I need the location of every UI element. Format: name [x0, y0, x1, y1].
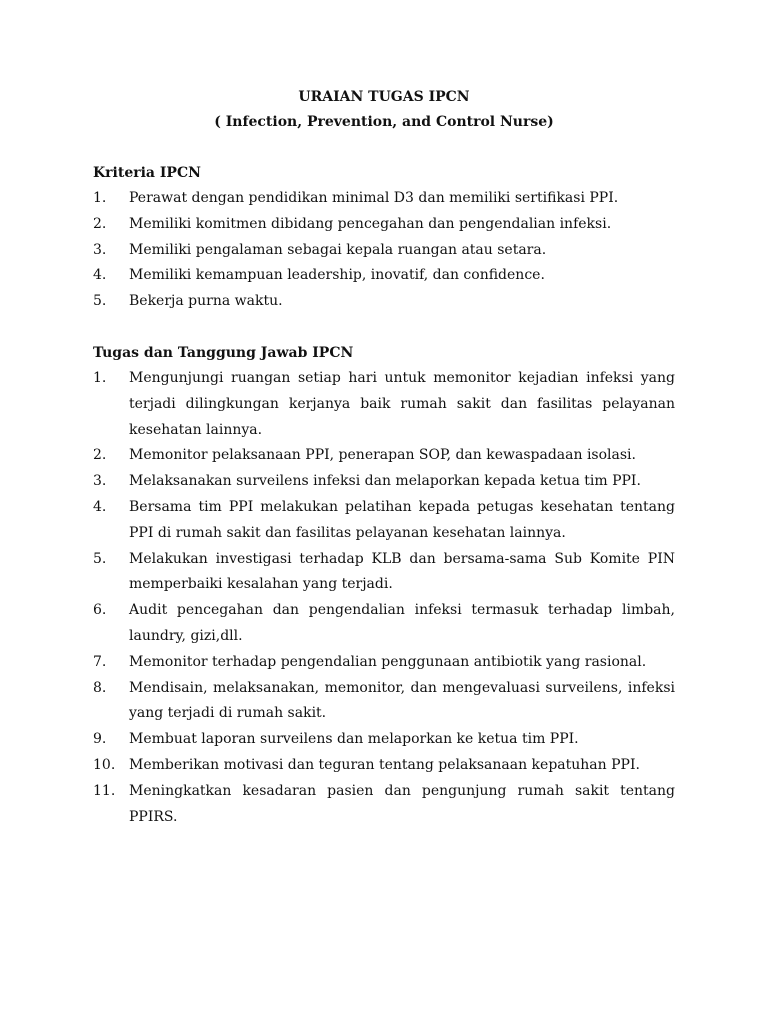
item-text: Memberikan motivasi dan teguran tentang pelaksanaan kepatuhan PPI.	[129, 756, 640, 773]
duties-heading: Tugas dan Tanggung Jawab IPCN	[93, 345, 354, 361]
list-item	[93, 186, 675, 212]
list-item	[93, 598, 675, 650]
item-text: Perawat dengan pendidikan minimal D3 dan memiliki sertifikasi PPI.	[129, 190, 619, 206]
list-item	[93, 727, 675, 753]
item-number: 2.	[93, 447, 107, 464]
criteria-heading: Kriteria IPCN	[93, 165, 201, 181]
duties-list	[93, 366, 675, 830]
list-item	[93, 443, 675, 469]
list-item	[93, 469, 675, 495]
item-number: 2.	[93, 215, 107, 232]
item-number: 1.	[93, 370, 107, 386]
list-item	[93, 289, 675, 315]
item-text: Memiliki komitmen dibidang pencegahan dan pengendalian infeksi.	[129, 215, 612, 232]
document-title: URAIAN TUGAS IPCN	[298, 89, 470, 105]
criteria-list	[93, 186, 675, 315]
item-text: Memonitor terhadap pengendalian penggunaan antibiotik yang rasional.	[129, 653, 647, 670]
item-number: 1.	[93, 190, 107, 206]
item-number: 4.	[93, 498, 107, 515]
item-text: Bekerja purna waktu.	[129, 293, 283, 310]
item-number: 4.	[93, 267, 107, 284]
list-item	[93, 366, 675, 443]
item-text: Meningkatkan kesadaran pasien dan pengunjung rumah sakit tentang PPIRS.	[129, 782, 675, 825]
item-number: 5.	[93, 293, 107, 310]
item-text: Melaksanakan surveilens infeksi dan melaporkan kepada ketua tim PPI.	[129, 473, 641, 490]
item-number: 10.	[93, 756, 116, 773]
item-number: 6.	[93, 602, 107, 619]
item-number: 3.	[93, 473, 107, 490]
list-item	[93, 495, 675, 547]
list-item	[93, 212, 675, 238]
item-text: Memiliki kemampuan leadership, inovatif, dan confidence.	[129, 267, 545, 284]
document-subtitle: ( Infection, Prevention, and Control Nurse)	[214, 114, 554, 130]
item-text: Bersama tim PPI melakukan pelatihan kepada petugas kesehatan tentang PPI di rumah sakit dan fasilitas pelayanan kesehatan lainnya.	[129, 498, 675, 541]
item-text: Mengunjungi ruangan setiap hari untuk memonitor kejadian infeksi yang terjadi dilingkungan kerjanya baik rumah sakit dan fasilitas pelayanan kesehatan lainnya.	[129, 370, 675, 438]
list-item	[93, 547, 675, 599]
item-number: 7.	[93, 653, 107, 670]
item-text: Melakukan investigasi terhadap KLB dan bersama-sama Sub Komite PIN memperbaiki kesalahan yang terjadi.	[129, 550, 675, 593]
list-item	[93, 753, 675, 779]
item-number: 8.	[93, 679, 107, 696]
item-text: Membuat laporan surveilens dan melaporkan ke ketua tim PPI.	[129, 731, 579, 748]
item-text: Memonitor pelaksanaan PPI, penerapan SOP, dan kewaspadaan isolasi.	[129, 447, 636, 464]
item-number: 3.	[93, 241, 107, 258]
list-item	[93, 263, 675, 289]
item-number: 11.	[93, 782, 116, 799]
item-number: 5.	[93, 550, 107, 567]
list-item	[93, 238, 675, 264]
item-text: Memiliki pengalaman sebagai kepala ruangan atau setara.	[129, 241, 547, 258]
item-text: Audit pencegahan dan pengendalian infeksi termasuk terhadap limbah, laundry, gizi,dll.	[129, 602, 675, 644]
item-number: 9.	[93, 731, 107, 748]
list-item	[93, 779, 675, 831]
list-item	[93, 650, 675, 676]
item-text: Mendisain, melaksanakan, memonitor, dan mengevaluasi surveilens, infeksi yang terjadi di rumah sakit.	[129, 679, 675, 722]
list-item	[93, 676, 675, 728]
